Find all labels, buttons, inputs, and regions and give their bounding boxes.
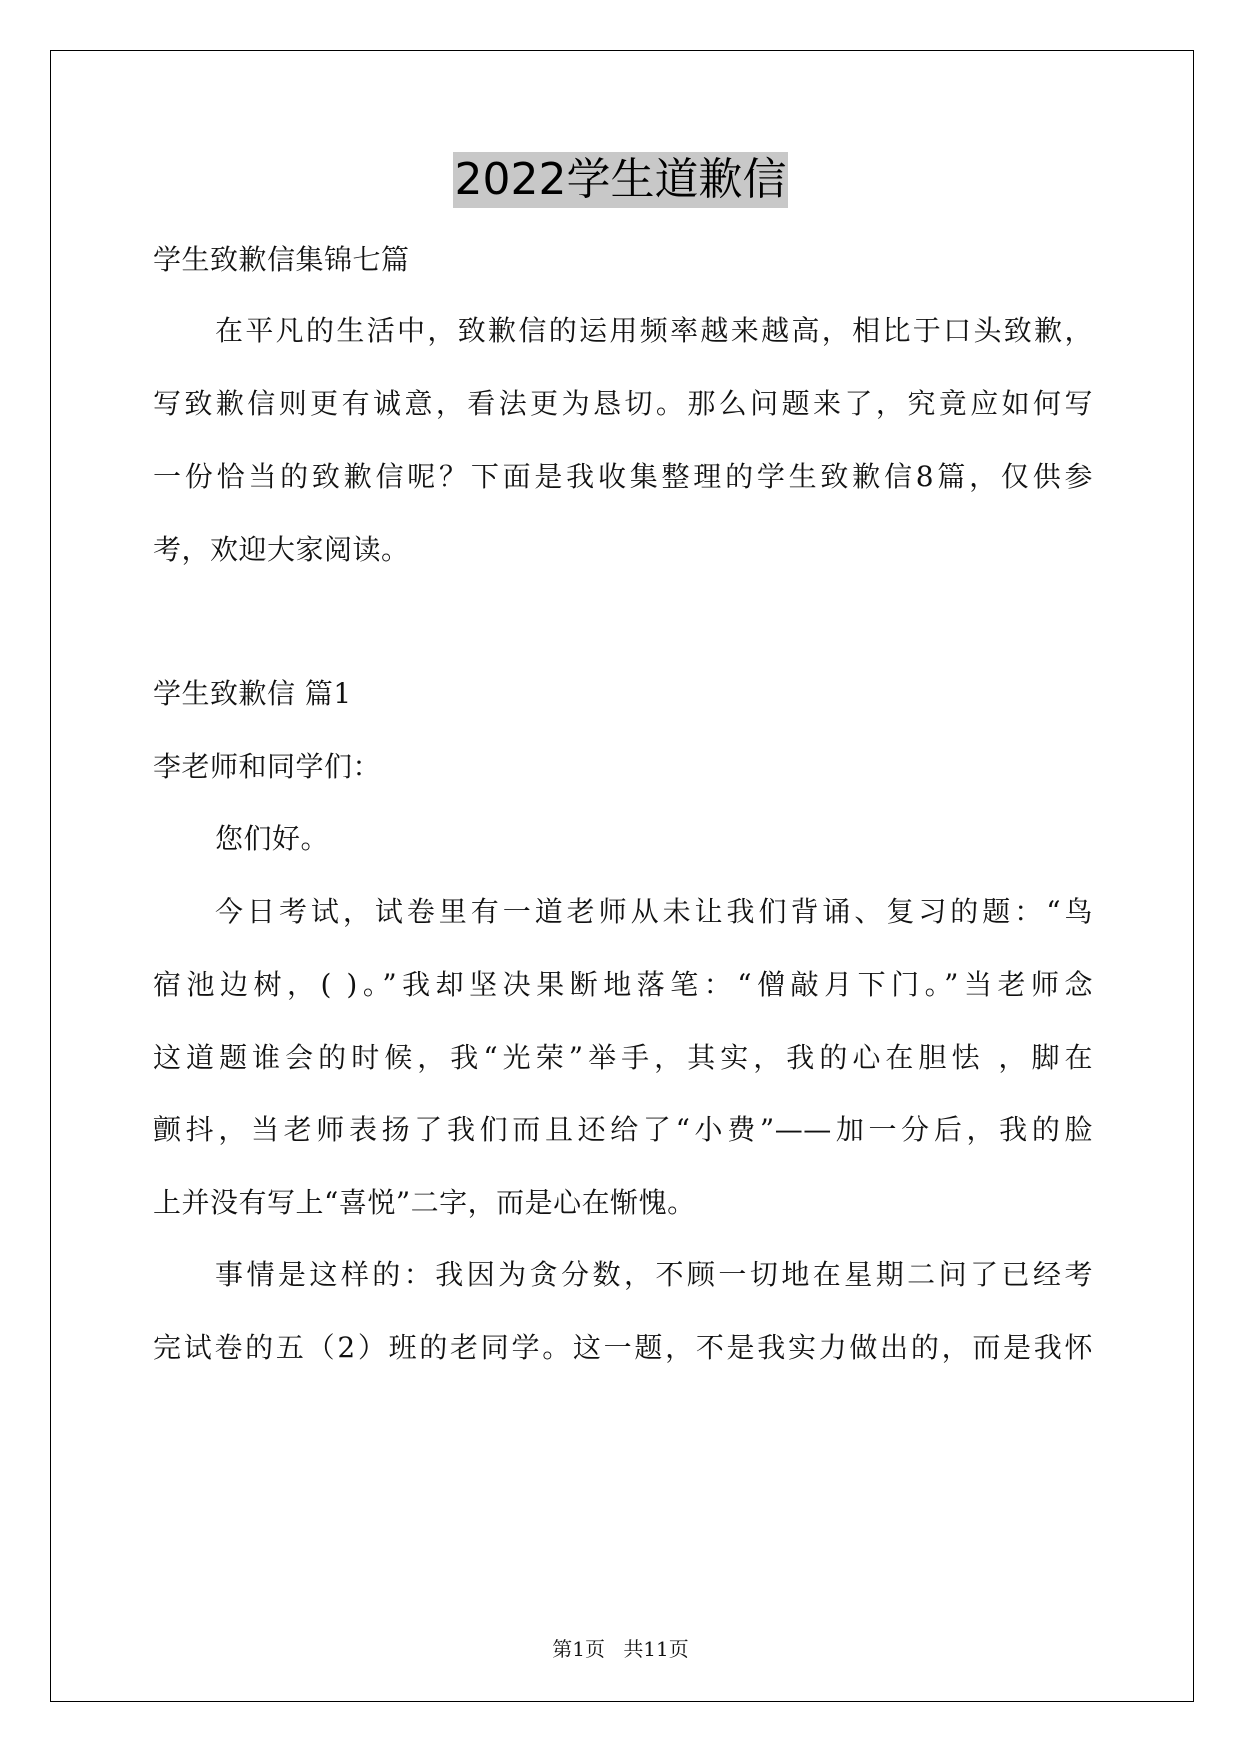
intro-line: 考，欢迎大家阅读。 xyxy=(153,533,410,566)
paragraph-line: 完试卷的五（2）班的老同学。这一题，不是我实力做出的，而是我怀 xyxy=(153,1331,1093,1364)
page-number: 第1页 xyxy=(552,1637,605,1661)
paragraph-line: 宿池边树，( )。”我却坚决果断地落笔：“僧敲月下门。”当老师念 xyxy=(153,968,1093,1001)
page-footer xyxy=(0,1633,1241,1662)
section-heading: 学生致歉信 篇1 xyxy=(153,677,352,710)
paragraph-line: 颤抖，当老师表扬了我们而且还给了“小费”——加一分后，我的脸 xyxy=(153,1113,1093,1146)
paragraph-line: 今日考试，试卷里有一道老师从未让我们背诵、复习的题：“鸟 xyxy=(215,895,1093,928)
greeting: 您们好。 xyxy=(215,822,330,855)
intro-line: 写致歉信则更有诚意，看法更为恳切。那么问题来了，究竟应如何写 xyxy=(153,387,1093,420)
paragraph-line: 这道题谁会的时候，我“光荣”举手，其实，我的心在胆怯 ，脚在 xyxy=(153,1041,1093,1074)
document-subtitle: 学生致歉信集锦七篇 xyxy=(153,243,410,276)
title-container xyxy=(0,152,1241,208)
intro-line: 一份恰当的致歉信呢？下面是我收集整理的学生致歉信8篇，仅供参 xyxy=(153,460,1093,493)
paragraph-line: 上并没有写上“喜悦”二字，而是心在惭愧。 xyxy=(153,1186,696,1219)
document-title: 2022学生道歉信 xyxy=(453,152,789,208)
page-border xyxy=(50,50,1194,1702)
salutation: 李老师和同学们： xyxy=(153,750,382,783)
intro-line: 在平凡的生活中，致歉信的运用频率越来越高，相比于口头致歉， xyxy=(215,314,1093,347)
paragraph-line: 事情是这样的：我因为贪分数，不顾一切地在星期二问了已经考 xyxy=(215,1258,1093,1291)
total-pages: 共11页 xyxy=(623,1637,689,1661)
